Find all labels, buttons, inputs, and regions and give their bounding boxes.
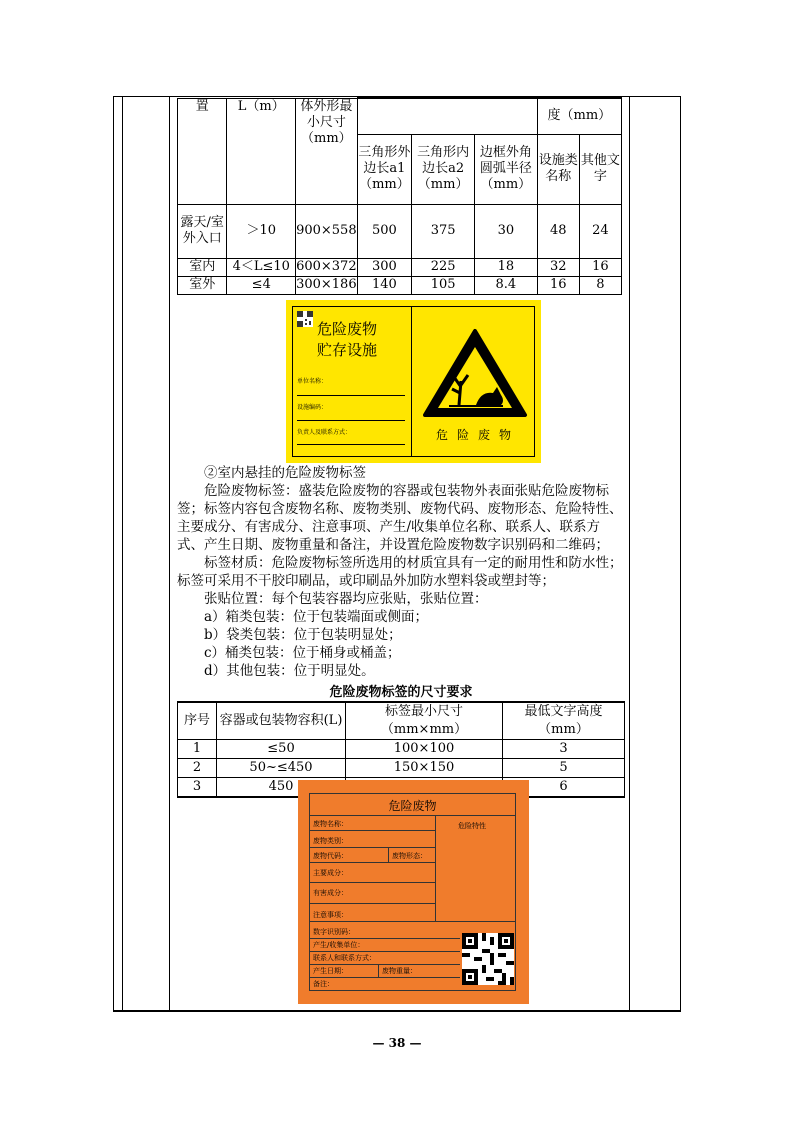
label-line <box>310 921 515 922</box>
table-cell: 900×558 <box>296 204 358 258</box>
table-cell: 2 <box>178 759 217 778</box>
table-cell: 露天/室外入口 <box>178 204 227 258</box>
section-heading: ②室内悬挂的危险废物标签 <box>204 465 366 481</box>
label-line <box>310 862 435 863</box>
col-header-a1: 三角形外边长a1（mm） <box>357 134 412 204</box>
label-line <box>310 815 515 816</box>
col-header-volume: 容器或包装物容积(L) <box>217 702 346 740</box>
table-cell: 8 <box>579 276 621 294</box>
table-cell: 1 <box>178 740 217 759</box>
label-line <box>310 938 460 939</box>
sign-field-code: 设施编码： <box>297 404 328 411</box>
table-cell: 30 <box>474 204 537 258</box>
sign-caption: 危险废物 <box>435 428 520 442</box>
table-cell: 300×186 <box>296 277 357 292</box>
frame-column-right-line <box>629 96 630 1012</box>
table-cell: 室外 <box>178 276 227 294</box>
list-item: b）袋类包装：位于包装明显处； <box>204 627 402 643</box>
sign-field-contact: 负责人及联系方式： <box>297 429 352 436</box>
col-header-radius: 边框外角圆弧半径（mm） <box>474 134 537 204</box>
list-item: d）其他包装：位于明显处。 <box>204 663 375 679</box>
table-cell: 16 <box>537 276 579 294</box>
table-cell: 105 <box>412 276 475 294</box>
list-item: c）桶类包装：位于桶身或桶盖； <box>204 645 401 661</box>
table-row <box>178 258 622 276</box>
label-line <box>310 903 435 904</box>
table-cell: 48 <box>537 204 579 258</box>
label-field-notes: 注意事项： <box>313 911 348 919</box>
list-item: a）箱类包装：位于包装端面或侧面； <box>204 609 429 625</box>
table-cell: ≤4 <box>227 276 296 294</box>
label-line <box>310 964 460 965</box>
label-field-remark: 备注： <box>313 980 334 988</box>
label-line <box>310 977 460 978</box>
table-cell: 5 <box>503 759 625 778</box>
label-field-date: 产生日期： <box>313 967 348 975</box>
label-line <box>310 951 460 952</box>
table-cell: 375 <box>412 204 475 258</box>
label-divider <box>388 847 389 862</box>
table-cell: 500 <box>357 204 412 258</box>
label-title: 危险废物 <box>388 799 437 813</box>
table-row <box>178 276 622 294</box>
hazard-warning-triangle-icon <box>421 325 529 421</box>
sign-divider <box>411 307 412 456</box>
label-line <box>310 830 435 831</box>
col-header-min-text-height: 最低文字高度（mm） <box>503 702 625 740</box>
table-cell: 24 <box>579 204 621 258</box>
table-header-row <box>178 702 625 740</box>
sign-field-line <box>297 444 405 445</box>
table-cell: 3 <box>503 740 625 759</box>
sign-title-line1: 危险废物 <box>317 320 378 338</box>
table-cell: 32 <box>537 258 579 276</box>
table-cell: 3 <box>178 778 217 798</box>
storage-facility-sign <box>286 300 541 463</box>
table-cell: 150×150 <box>346 759 503 778</box>
label-field-category: 废物类别： <box>313 837 348 845</box>
label-border <box>309 793 516 991</box>
label-field-form: 废物形态： <box>392 852 427 860</box>
frame-inner-left-line <box>122 96 123 1012</box>
table-cell: 100×100 <box>346 740 503 759</box>
paragraph-label-content: 危险废物标签：盛装危险废物的容器或包装物外表面张贴危险废物标签；标签内容包含废物名称、废物类别、废物代码、废物形态、危险特性、主要成分、有害成分、注意事项、产生/收集单位名称、联系人、联系方式、产生日期、废物重量和备注，并设置危险废物数字识别码和二维码； <box>177 483 623 553</box>
sign-title-line2: 贮存设施 <box>317 341 378 359</box>
label-field-harmful-components: 有害成分： <box>313 889 348 897</box>
qr-code-icon <box>462 932 514 986</box>
frame-column-left-line <box>169 96 170 1012</box>
table-cell: 50~≤450 <box>217 759 346 778</box>
table-cell: 室内 <box>178 258 227 276</box>
label-line <box>310 847 435 848</box>
col-header-index: 序号 <box>178 702 217 740</box>
sign-field-line <box>297 395 405 396</box>
table-cell: 16 <box>579 258 621 276</box>
sign-field-line <box>297 420 405 421</box>
col-header-facility-name: 设施类名称 <box>537 134 579 204</box>
table-cell: 225 <box>412 258 475 276</box>
col-header-height: 度（mm） <box>537 98 621 134</box>
table-cell: 18 <box>474 258 537 276</box>
sign-inner-border <box>292 306 535 457</box>
label-field-main-components: 主要成分： <box>313 869 348 877</box>
col-header-min-size: 体外形最小尺寸（mm） <box>296 98 358 204</box>
col-header-position: 置 <box>178 98 227 204</box>
label-field-hazard: 危险特性 <box>458 822 486 830</box>
table-row <box>178 740 625 759</box>
col-header-blank <box>357 98 537 134</box>
label-field-contact: 联系人和联系方式： <box>313 954 376 962</box>
table-cell: 8.4 <box>474 276 537 294</box>
label-field-code: 废物代码： <box>313 852 348 860</box>
page-number: — 38 — <box>372 1036 422 1050</box>
table-cell: 6 <box>503 778 625 798</box>
paragraph-label-material: 标签材质：危险废物标签所选用的材质宜具有一定的耐用性和防水性；标签可采用不干胶印刷品，或印刷品外加防水塑料袋或塑封等； <box>177 555 623 589</box>
table-cell: ＞10 <box>227 204 296 258</box>
label-field-weight: 废物重量： <box>382 967 417 975</box>
qr-code-icon <box>297 311 313 327</box>
table-caption: 危险废物标签的尺寸要求 <box>329 685 473 700</box>
label-divider <box>378 964 379 977</box>
table-cell: 4＜L≤10 <box>227 258 296 276</box>
table-cell: 450 <box>217 778 346 798</box>
table-cell: 140 <box>357 276 412 294</box>
table-cell: 600×372 <box>296 259 357 274</box>
table-row <box>178 204 622 258</box>
table-cell: 300 <box>357 258 412 276</box>
col-header-min-label-size: 标签最小尺寸（mm×mm） <box>346 702 503 740</box>
sign-title <box>317 319 377 361</box>
table-cell: ≤50 <box>217 740 346 759</box>
hazardous-waste-label <box>298 780 529 1004</box>
col-header-a2: 三角形内边长a2（mm） <box>412 134 475 204</box>
sign-field-unit: 单位名称： <box>297 378 328 385</box>
table-row <box>178 759 625 778</box>
label-field-digital-code: 数字识别码： <box>313 928 355 936</box>
label-divider <box>435 815 436 921</box>
label-line <box>310 882 435 883</box>
paragraph-label-position: 张贴位置：每个包装容器均应张贴，张贴位置： <box>204 591 488 607</box>
col-header-distance: L（m） <box>227 98 296 204</box>
sign-size-table <box>177 97 622 295</box>
label-field-unit: 产生/收集单位： <box>313 941 365 949</box>
col-header-other-text: 其他文字 <box>579 134 621 204</box>
label-field-name: 废物名称： <box>313 820 348 828</box>
